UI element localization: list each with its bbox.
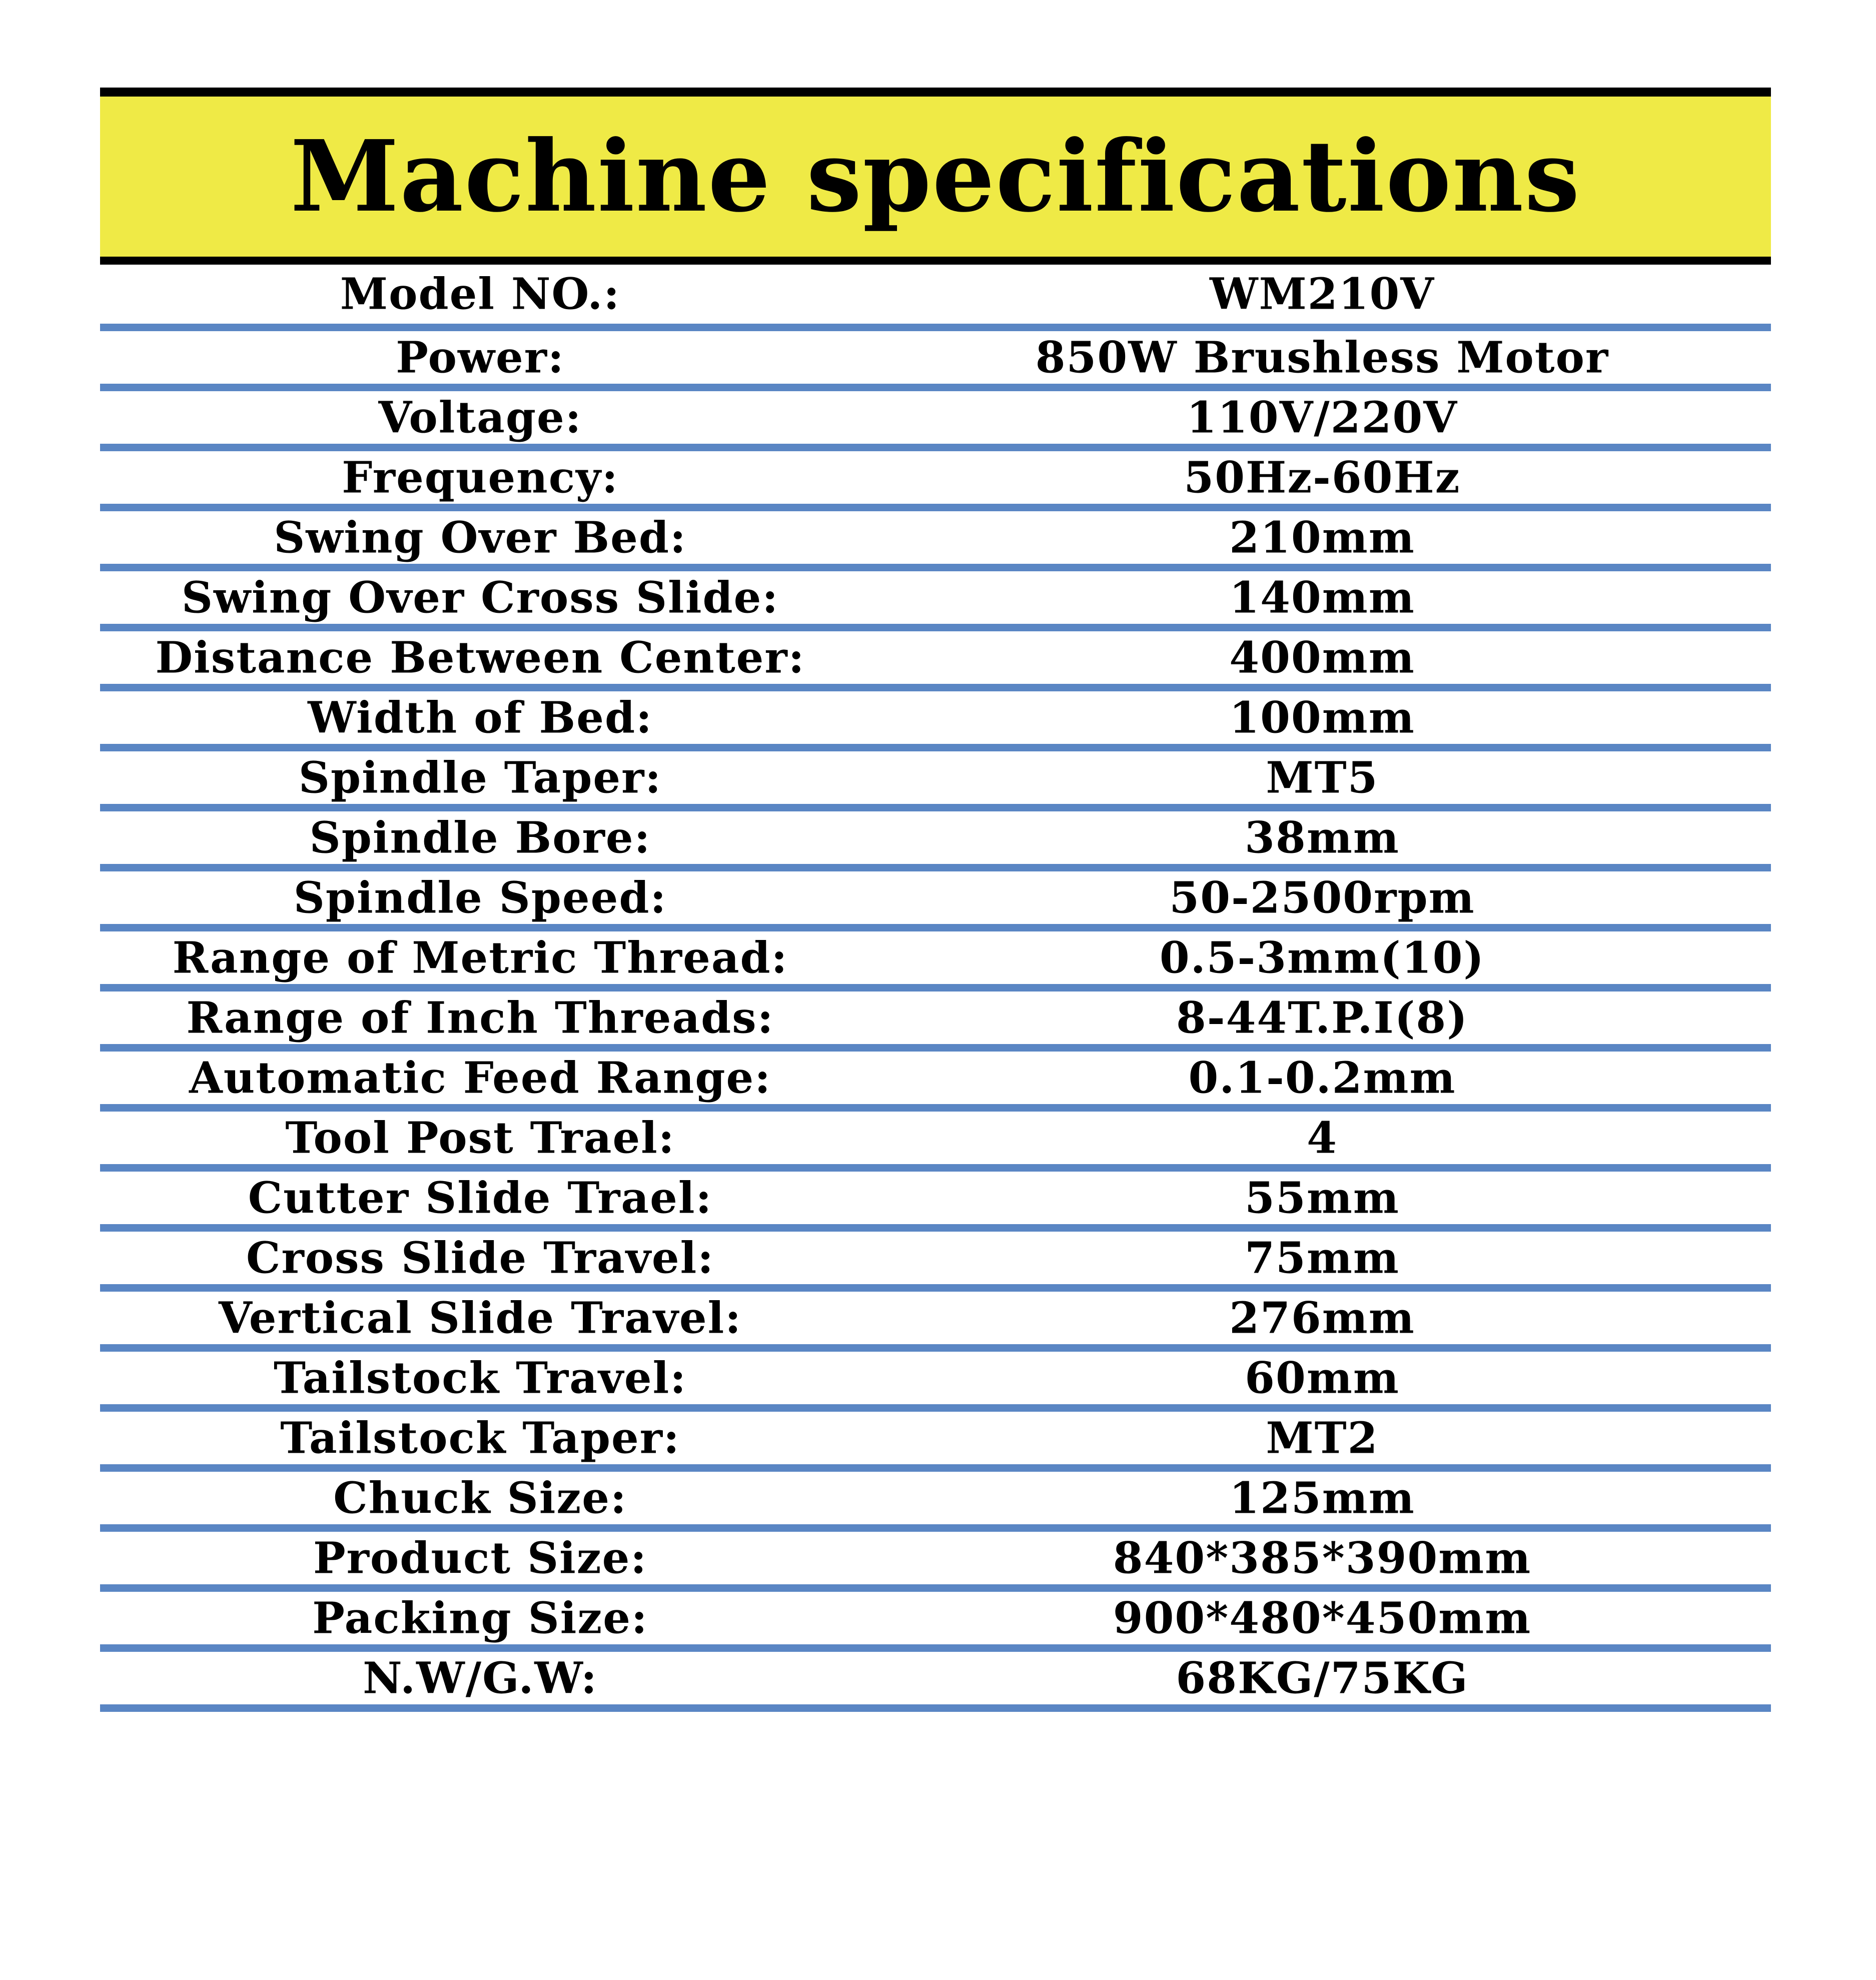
spec-label: Vertical Slide Travel:: [218, 1293, 742, 1343]
spec-row-swing-over-cross-slide: [100, 571, 1771, 631]
spec-label: Spindle Bore:: [309, 812, 651, 863]
spec-value: MT5: [1266, 752, 1379, 803]
spec-table: [100, 265, 1771, 1712]
spec-row-vertical-slide-travel: [100, 1292, 1771, 1352]
spec-label: Power:: [396, 332, 565, 383]
spec-row-distance-between-center: [100, 631, 1771, 691]
title-rule: [100, 257, 1771, 265]
spec-value: 50Hz-60Hz: [1184, 452, 1461, 503]
spec-row-tool-post: [100, 1112, 1771, 1172]
title-band: [100, 97, 1771, 257]
spec-value: 75mm: [1245, 1233, 1400, 1283]
spec-label: Spindle Taper:: [298, 752, 662, 803]
spec-value: 900*480*450mm: [1113, 1593, 1532, 1643]
spec-label: N.W/G.W:: [363, 1653, 598, 1703]
spec-row-spindle-speed: [100, 871, 1771, 931]
spec-row-tailstock-taper: [100, 1412, 1771, 1472]
spec-sheet: [100, 88, 1771, 1712]
spec-row-power: [100, 331, 1771, 391]
spec-label: Voltage:: [378, 392, 582, 443]
spec-value: 840*385*390mm: [1113, 1533, 1532, 1583]
page-title: Machine specifications: [290, 119, 1581, 234]
spec-label: Model NO.:: [340, 269, 621, 320]
spec-label: Width of Bed:: [308, 692, 653, 743]
spec-row-model: [100, 265, 1771, 331]
spec-value: 38mm: [1245, 812, 1400, 863]
spec-row-spindle-bore: [100, 811, 1771, 871]
spec-value: 55mm: [1245, 1173, 1400, 1223]
spec-value: 850W Brushless Motor: [1035, 332, 1609, 383]
spec-label: Tool Post Trael:: [285, 1113, 675, 1163]
spec-label: Frequency:: [342, 452, 619, 503]
spec-label: Cutter Slide Trael:: [248, 1173, 713, 1223]
spec-row-automatic-feed-range: [100, 1052, 1771, 1112]
spec-row-spindle-taper: [100, 751, 1771, 811]
spec-label: Product Size:: [313, 1533, 648, 1583]
spec-label: Swing Over Cross Slide:: [181, 572, 779, 623]
spec-row-product-size: [100, 1532, 1771, 1592]
spec-value: 400mm: [1229, 632, 1415, 683]
spec-value: MT2: [1266, 1413, 1379, 1463]
spec-row-weight: [100, 1652, 1771, 1712]
spec-row-inch-threads: [100, 992, 1771, 1052]
spec-label: Tailstock Travel:: [273, 1353, 687, 1403]
spec-row-tailstock-travel: [100, 1352, 1771, 1412]
spec-row-metric-thread: [100, 931, 1771, 992]
spec-value: 110V/220V: [1187, 392, 1458, 443]
spec-row-width-of-bed: [100, 691, 1771, 751]
spec-row-voltage: [100, 391, 1771, 451]
spec-label: Automatic Feed Range:: [189, 1053, 771, 1103]
spec-value: 50-2500rpm: [1169, 872, 1475, 923]
spec-label: Cross Slide Travel:: [246, 1233, 715, 1283]
spec-value: 140mm: [1229, 572, 1415, 623]
spec-label: Swing Over Bed:: [274, 512, 687, 563]
spec-value: 68KG/75KG: [1176, 1653, 1469, 1703]
spec-value: WM210V: [1209, 269, 1435, 320]
top-rule: [100, 88, 1771, 97]
spec-value: 60mm: [1245, 1353, 1400, 1403]
spec-value: 0.1-0.2mm: [1188, 1053, 1456, 1103]
spec-label: Range of Metric Thread:: [172, 932, 788, 983]
spec-value: 276mm: [1229, 1293, 1415, 1343]
spec-value: 8-44T.P.I(8): [1176, 993, 1468, 1043]
spec-row-cross-slide-travel: [100, 1232, 1771, 1292]
spec-label: Tailstock Taper:: [280, 1413, 680, 1463]
spec-value: 125mm: [1229, 1473, 1415, 1523]
spec-value: 210mm: [1229, 512, 1415, 563]
spec-row-frequency: [100, 451, 1771, 511]
spec-value: 100mm: [1229, 692, 1415, 743]
spec-row-cutter-slide: [100, 1172, 1771, 1232]
spec-value: 4: [1307, 1113, 1338, 1163]
spec-label: Chuck Size:: [333, 1473, 627, 1523]
spec-label: Distance Between Center:: [155, 632, 805, 683]
spec-value: 0.5-3mm(10): [1159, 932, 1485, 983]
spec-row-swing-over-bed: [100, 511, 1771, 571]
spec-row-chuck-size: [100, 1472, 1771, 1532]
spec-row-packing-size: [100, 1592, 1771, 1652]
spec-label: Packing Size:: [312, 1593, 648, 1643]
spec-label: Spindle Speed:: [293, 872, 667, 923]
spec-label: Range of Inch Threads:: [186, 993, 774, 1043]
